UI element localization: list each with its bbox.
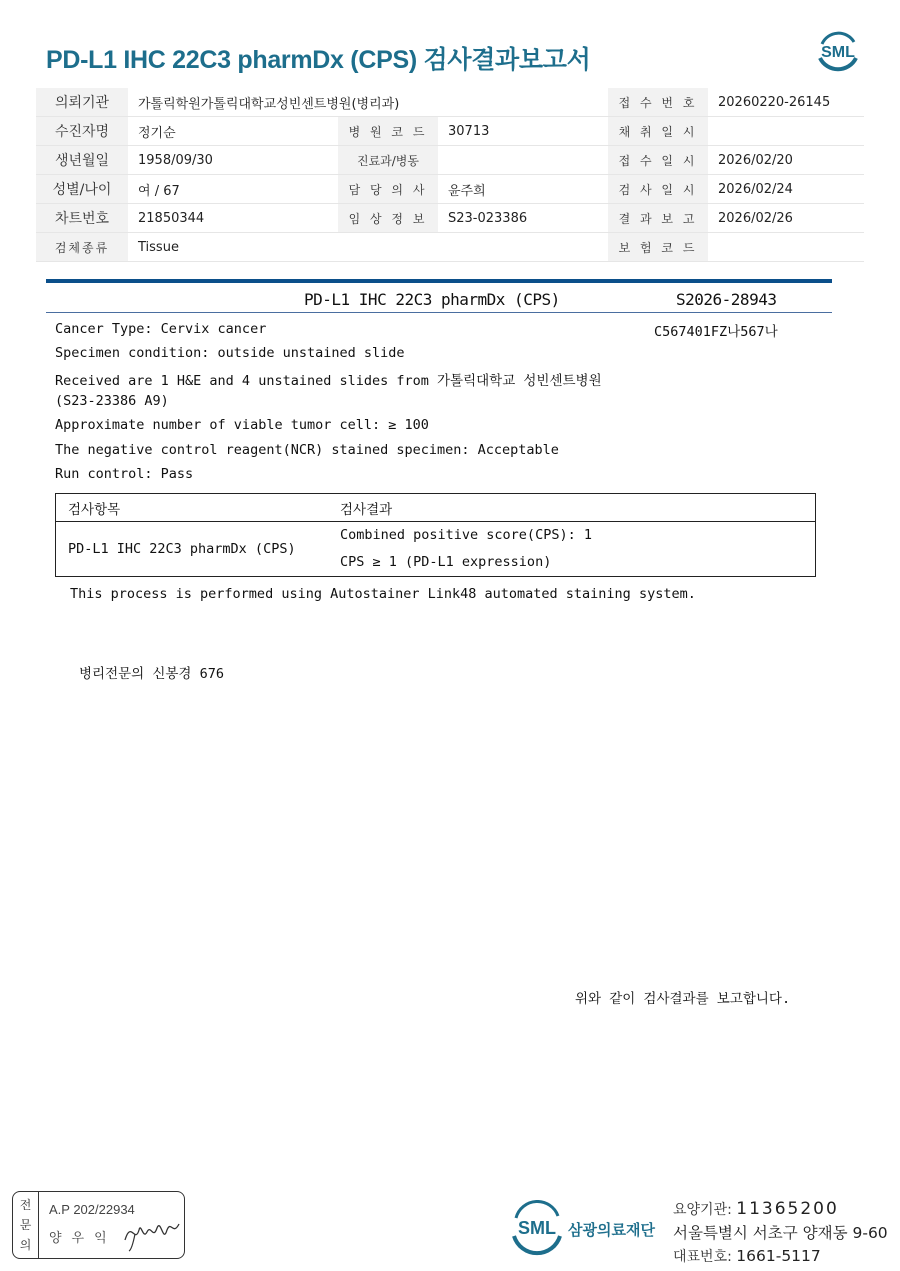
hospital-code-label: 병 원 코 드 — [338, 117, 438, 146]
footer-code: 11365200 — [736, 1199, 839, 1219]
sex-age-label: 성별/나이 — [36, 175, 128, 204]
patient-info-table — [36, 88, 864, 262]
receipt-date-label: 접 수 일 시 — [608, 146, 708, 175]
report-header — [46, 288, 832, 313]
hospital-code-value: 30713 — [438, 117, 608, 146]
report-line: The negative control reagent(NCR) stained specimen: Acceptable — [55, 442, 559, 458]
report-line: Run control: Pass — [55, 466, 194, 482]
result-header-result: 검사결과 — [328, 494, 816, 522]
sml-logo-text: SML — [821, 44, 855, 61]
report-title: PD-L1 IHC 22C3 pharmDx (CPS) 검사결과보고서 — [46, 46, 591, 74]
specimen-value: Tissue — [128, 233, 608, 262]
collection-date-value — [708, 117, 864, 146]
insurance-label: 보 험 코 드 — [608, 233, 708, 262]
footer-foundation-name: 삼광의료재단 — [568, 1221, 655, 1239]
section-divider — [46, 279, 832, 283]
report-line: Received are 1 H&E and 4 unstained slides from 가톨릭대학교 성빈센트병원 — [55, 373, 602, 389]
pathologist-signature-line: 병리전문의 신봉경 676 — [79, 666, 224, 682]
test-date-label: 검 사 일 시 — [608, 175, 708, 204]
report-line: (S23-23386 A9) — [55, 393, 169, 409]
footer-phone-row — [673, 1245, 888, 1269]
closing-statement: 위와 같이 검사결과를 보고합니다. — [575, 991, 791, 1007]
birth-label: 생년월일 — [36, 146, 128, 175]
receipt-no-value: 20260220-26145 — [708, 88, 864, 117]
report-number: S2026-28943 — [676, 290, 777, 309]
result-line-cps-expression: CPS ≥ 1 (PD-L1 expression) — [340, 554, 552, 570]
footer-address: 서울특별시 서초구 양재동 9-60 — [673, 1224, 888, 1242]
institution-label: 의뢰기관 — [36, 88, 128, 117]
result-line-cps-score: Combined positive score(CPS): 1 — [340, 527, 592, 543]
receipt-date-value: 2026/02/20 — [708, 146, 864, 175]
recipient-value: 정기순 — [128, 117, 338, 146]
footer-info — [673, 1198, 888, 1269]
doctor-label: 담 당 의 사 — [338, 175, 438, 204]
collection-date-label: 채 취 일 시 — [608, 117, 708, 146]
footer-code-row — [673, 1198, 888, 1222]
stamp-side-text: 전문의 — [19, 1198, 32, 1252]
specimen-label: 검체종류 — [36, 233, 128, 262]
doctor-value: 윤주희 — [438, 175, 608, 204]
result-values — [328, 522, 816, 577]
chart-value: 21850344 — [128, 204, 338, 233]
dept-value — [438, 146, 608, 175]
birth-value: 1958/09/30 — [128, 146, 338, 175]
report-date-label: 결 과 보 고 — [608, 204, 708, 233]
result-header-item: 검사항목 — [56, 494, 329, 522]
dept-label: 진료과/병동 — [338, 146, 438, 175]
chart-label: 차트번호 — [36, 204, 128, 233]
process-note: This process is performed using Autostainer Link48 automated staining system. — [70, 586, 696, 602]
stamp-name: 양우익 — [49, 1231, 117, 1246]
result-item: PD-L1 IHC 22C3 pharmDx (CPS) — [68, 541, 296, 557]
footer-phone: 1661-5117 — [736, 1247, 821, 1265]
specialist-stamp — [12, 1191, 185, 1259]
sml-logo — [812, 28, 864, 76]
footer-logo-text: SML — [518, 1218, 556, 1238]
footer-phone-label: 대표번호: — [673, 1249, 732, 1265]
result-table — [55, 493, 816, 577]
sex-age-value: 여 / 67 — [128, 175, 338, 204]
clinical-label: 임 상 정 보 — [338, 204, 438, 233]
footer-code-label: 요양기관: — [673, 1202, 732, 1218]
institution-value: 가톨릭학원가톨릭대학교성빈센트병원(병리과) — [128, 88, 608, 117]
receipt-no-label: 접 수 번 호 — [608, 88, 708, 117]
recipient-label: 수진자명 — [36, 117, 128, 146]
side-code: C567401FZ나567나 — [654, 324, 778, 340]
test-date-value: 2026/02/24 — [708, 175, 864, 204]
report-date-value: 2026/02/26 — [708, 204, 864, 233]
handwritten-signature — [121, 1210, 183, 1252]
report-line: Approximate number of viable tumor cell: ≥ 100 — [55, 417, 429, 433]
report-line: Specimen condition: outside unstained slide — [55, 345, 405, 361]
insurance-value — [708, 233, 864, 262]
stamp-side-label — [13, 1192, 39, 1258]
report-test-name: PD-L1 IHC 22C3 pharmDx (CPS) — [304, 290, 560, 309]
footer-sml-logo — [510, 1200, 660, 1256]
report-line: Cancer Type: Cervix cancer — [55, 321, 267, 337]
clinical-value: S23-023386 — [438, 204, 608, 233]
stamp-ap-number: A.P 202/22934 — [49, 1202, 135, 1217]
